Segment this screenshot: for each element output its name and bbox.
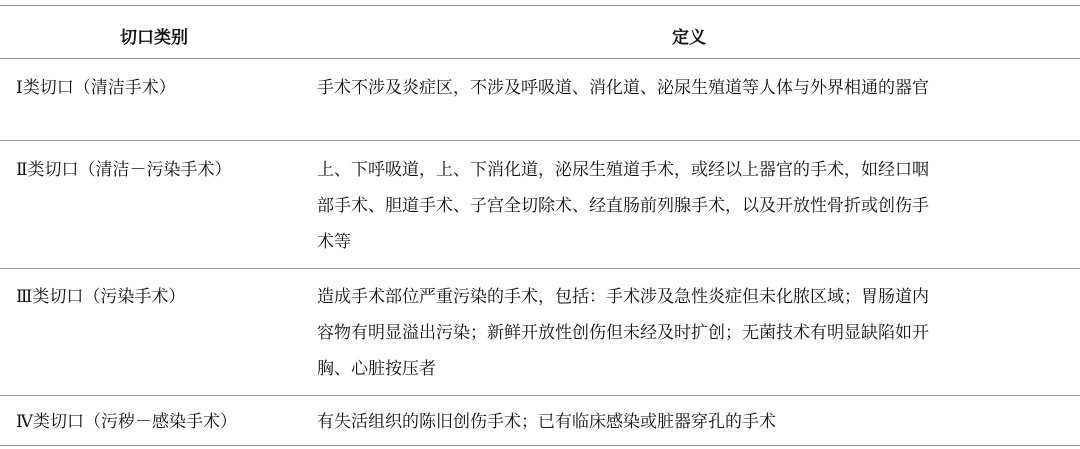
column-header-category: 切口类别 — [120, 28, 188, 48]
definition-cell — [317, 404, 1069, 440]
definition-cell — [317, 70, 1069, 106]
category-cell: Ⅱ类切口（清洁－污染手术） — [16, 160, 232, 180]
category-cell: Ⅳ类切口（污秽－感染手术） — [16, 412, 237, 432]
definition-cell — [317, 279, 1069, 387]
row-divider — [0, 140, 1080, 141]
definition-line: 胸、心脏按压者 — [317, 359, 436, 379]
column-header-definition: 定义 — [672, 28, 706, 48]
table-top-rule — [0, 5, 1080, 6]
definition-line: 术等 — [317, 232, 351, 252]
definition-line: 部手术、胆道手术、子宫全切除术、经直肠前列腺手术，以及开放性骨折或创伤手 — [317, 196, 929, 216]
definition-line: 有失活组织的陈旧创伤手术；已有临床感染或脏器穿孔的手术 — [317, 412, 776, 432]
table-bottom-rule — [0, 445, 1080, 446]
definition-line: 容物有明显溢出污染；新鲜开放性创伤但未经及时扩创；无菌技术有明显缺陷如开 — [317, 323, 929, 343]
row-divider — [0, 395, 1080, 396]
definition-cell — [317, 152, 1069, 260]
definition-line: 手术不涉及炎症区，不涉及呼吸道、消化道、泌尿生殖道等人体与外界相通的器官 — [317, 78, 929, 98]
header-bottom-rule — [0, 58, 1080, 59]
category-cell: Ⅲ类切口（污染手术） — [16, 287, 186, 307]
definition-line: 上、下呼吸道，上、下消化道，泌尿生殖道手术，或经以上器官的手术，如经口咽 — [317, 160, 929, 180]
definition-line: 造成手术部位严重污染的手术，包括：手术涉及急性炎症但未化脓区域；胃肠道内 — [317, 287, 929, 307]
category-cell: Ⅰ类切口（清洁手术） — [16, 78, 176, 98]
row-divider — [0, 268, 1080, 269]
